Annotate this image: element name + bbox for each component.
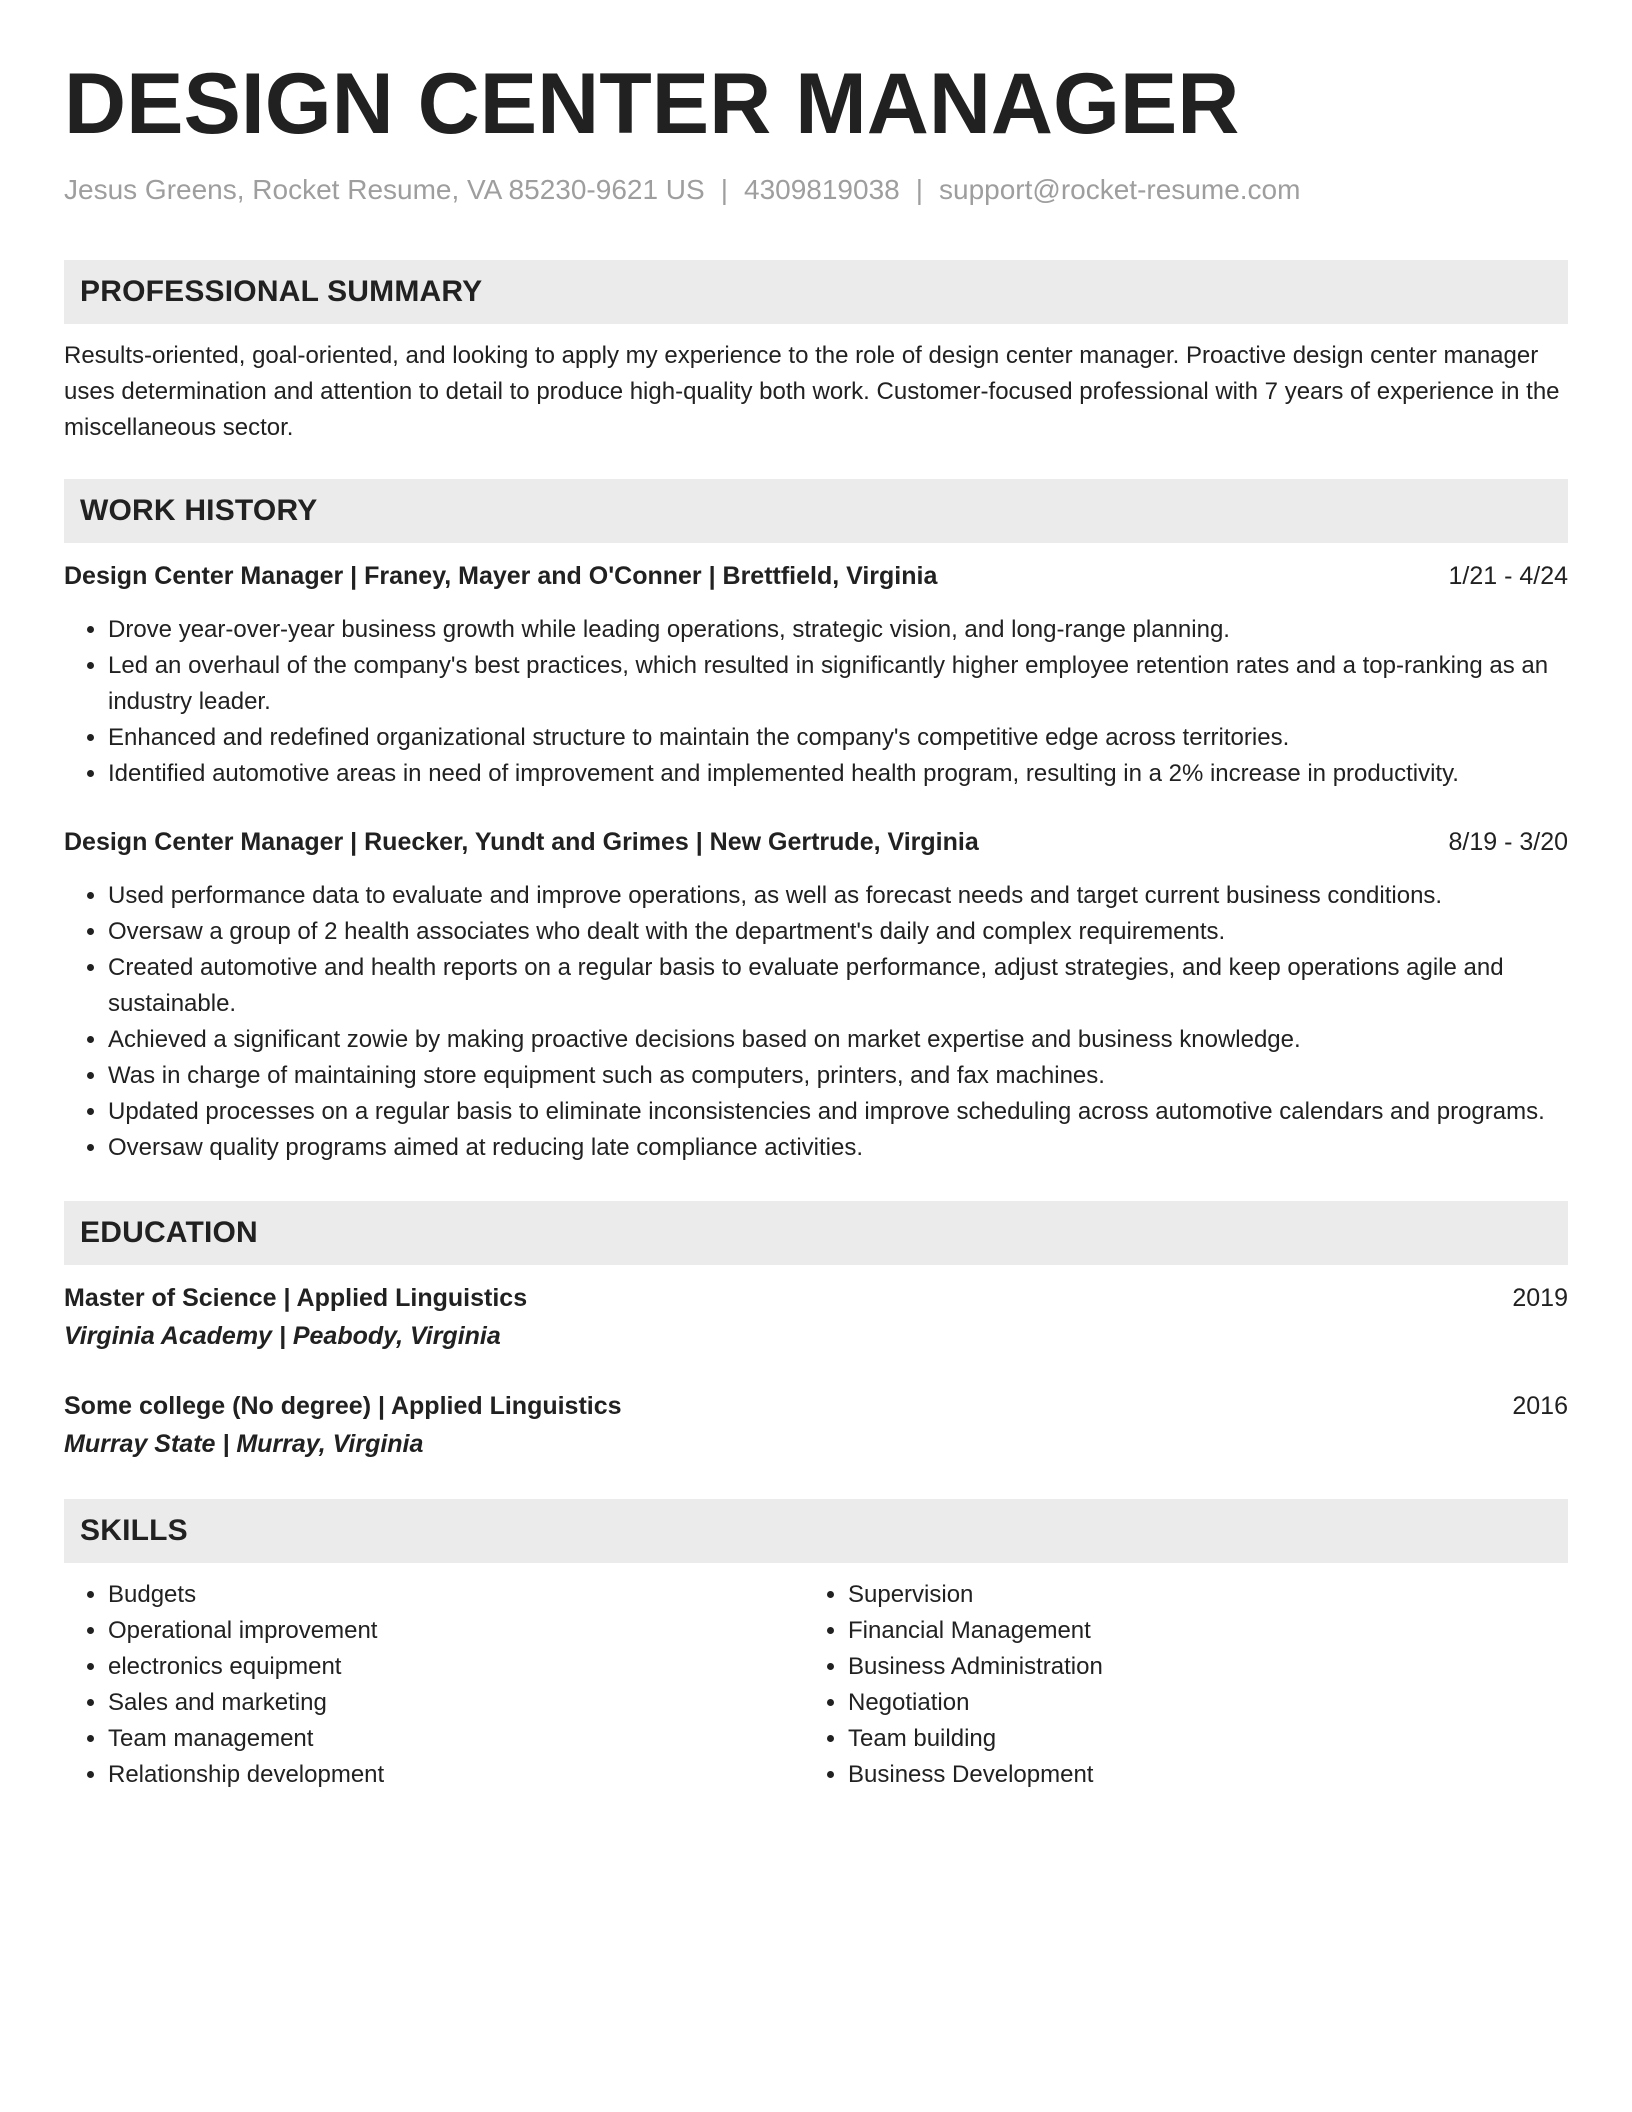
contact-phone: 4309819038 xyxy=(744,174,900,205)
contact-email: support@rocket-resume.com xyxy=(939,174,1301,205)
skill-item: • Supervision xyxy=(848,1577,1568,1613)
job-dates: 1/21 - 4/24 xyxy=(1448,562,1568,590)
education-degree: Some college (No degree) | Applied Linguistics xyxy=(64,1392,622,1420)
job-bullet: • Updated processes on a regular basis to eliminate inconsistencies and improve scheduling across automotive calendars and programs. xyxy=(108,1094,1568,1130)
skills-column-left xyxy=(64,1577,804,1793)
skills-column-right xyxy=(804,1577,1568,1793)
job-bullets xyxy=(64,878,1568,1166)
education-section-header xyxy=(64,1201,1568,1265)
job-entry xyxy=(64,824,1568,1166)
resume-title: DESIGN CENTER MANAGER xyxy=(64,56,1240,152)
skill-item: • Business Administration xyxy=(848,1649,1568,1685)
job-dates: 8/19 - 3/20 xyxy=(1448,828,1568,856)
job-bullet: • Oversaw quality programs aimed at reducing late compliance activities. xyxy=(108,1130,1568,1166)
education-school: Murray State | Murray, Virginia xyxy=(64,1430,424,1458)
skills-list xyxy=(64,1577,1568,1793)
work-heading: WORK HISTORY xyxy=(80,494,318,527)
education-entry xyxy=(64,1388,1568,1462)
skill-item: • Team building xyxy=(848,1721,1568,1757)
work-section-header xyxy=(64,479,1568,543)
summary-text: Results-oriented, goal-oriented, and looking to apply my experience to the role of design center manager. Proactive design center manager uses determination and attention to detail to produce high-quality both work. Customer-focused professional with 7 years of experience in the miscellaneous sector. xyxy=(64,342,1560,441)
summary-heading: PROFESSIONAL SUMMARY xyxy=(80,275,483,308)
skill-item: • electronics equipment xyxy=(108,1649,804,1685)
job-title-line: Design Center Manager | Ruecker, Yundt and Grimes | New Gertrude, Virginia xyxy=(64,828,979,856)
education-year: 2019 xyxy=(1512,1284,1568,1312)
job-bullet: • Identified automotive areas in need of improvement and implemented health program, resulting in a 2% increase in productivity. xyxy=(108,756,1568,792)
job-bullet: • Used performance data to evaluate and improve operations, as well as forecast needs and target current business conditions. xyxy=(108,878,1568,914)
job-bullet: • Oversaw a group of 2 health associates who dealt with the department's daily and complex requirements. xyxy=(108,914,1568,950)
education-year: 2016 xyxy=(1512,1392,1568,1420)
education-header xyxy=(64,1280,1568,1316)
job-entry xyxy=(64,558,1568,792)
education-degree: Master of Science | Applied Linguistics xyxy=(64,1284,528,1312)
contact-separator: | xyxy=(720,174,728,205)
job-bullet: • Drove year-over-year business growth while leading operations, strategic vision, and long-range planning. xyxy=(108,612,1568,648)
skill-item: • Operational improvement xyxy=(108,1613,804,1649)
skill-item: • Business Development xyxy=(848,1757,1568,1793)
skill-item: • Negotiation xyxy=(848,1685,1568,1721)
contact-address: Jesus Greens, Rocket Resume, VA 85230-9621 US xyxy=(64,174,705,205)
skills-heading: SKILLS xyxy=(80,1514,188,1547)
education-entry xyxy=(64,1280,1568,1354)
education-heading: EDUCATION xyxy=(80,1216,258,1249)
skill-item: • Sales and marketing xyxy=(108,1685,804,1721)
skill-item: • Budgets xyxy=(108,1577,804,1613)
skill-item: • Financial Management xyxy=(848,1613,1568,1649)
job-header xyxy=(64,558,1568,594)
job-bullet: • Enhanced and redefined organizational structure to maintain the company's competitive edge across territories. xyxy=(108,720,1568,756)
job-bullet: • Achieved a significant zowie by making proactive decisions based on market expertise and business knowledge. xyxy=(108,1022,1568,1058)
education-header xyxy=(64,1388,1568,1424)
skill-item: • Team management xyxy=(108,1721,804,1757)
job-header xyxy=(64,824,1568,860)
job-bullet: • Was in charge of maintaining store equipment such as computers, printers, and fax machines. xyxy=(108,1058,1568,1094)
contact-separator: | xyxy=(915,174,924,205)
contact-line xyxy=(64,172,1568,208)
skills-section-header xyxy=(64,1499,1568,1563)
skill-item: • Relationship development xyxy=(108,1757,804,1793)
job-title-line: Design Center Manager | Franey, Mayer and O'Conner | Brettfield, Virginia xyxy=(64,562,938,590)
education-school: Virginia Academy | Peabody, Virginia xyxy=(64,1322,501,1350)
job-bullet: • Created automotive and health reports on a regular basis to evaluate performance, adjust strategies, and keep operations agile and sustainable. xyxy=(108,950,1568,1022)
job-bullets xyxy=(64,612,1568,792)
summary-section-header xyxy=(64,260,1568,324)
job-bullet: • Led an overhaul of the company's best practices, which resulted in significantly higher employee retention rates and a top-ranking as an industry leader. xyxy=(108,648,1568,720)
